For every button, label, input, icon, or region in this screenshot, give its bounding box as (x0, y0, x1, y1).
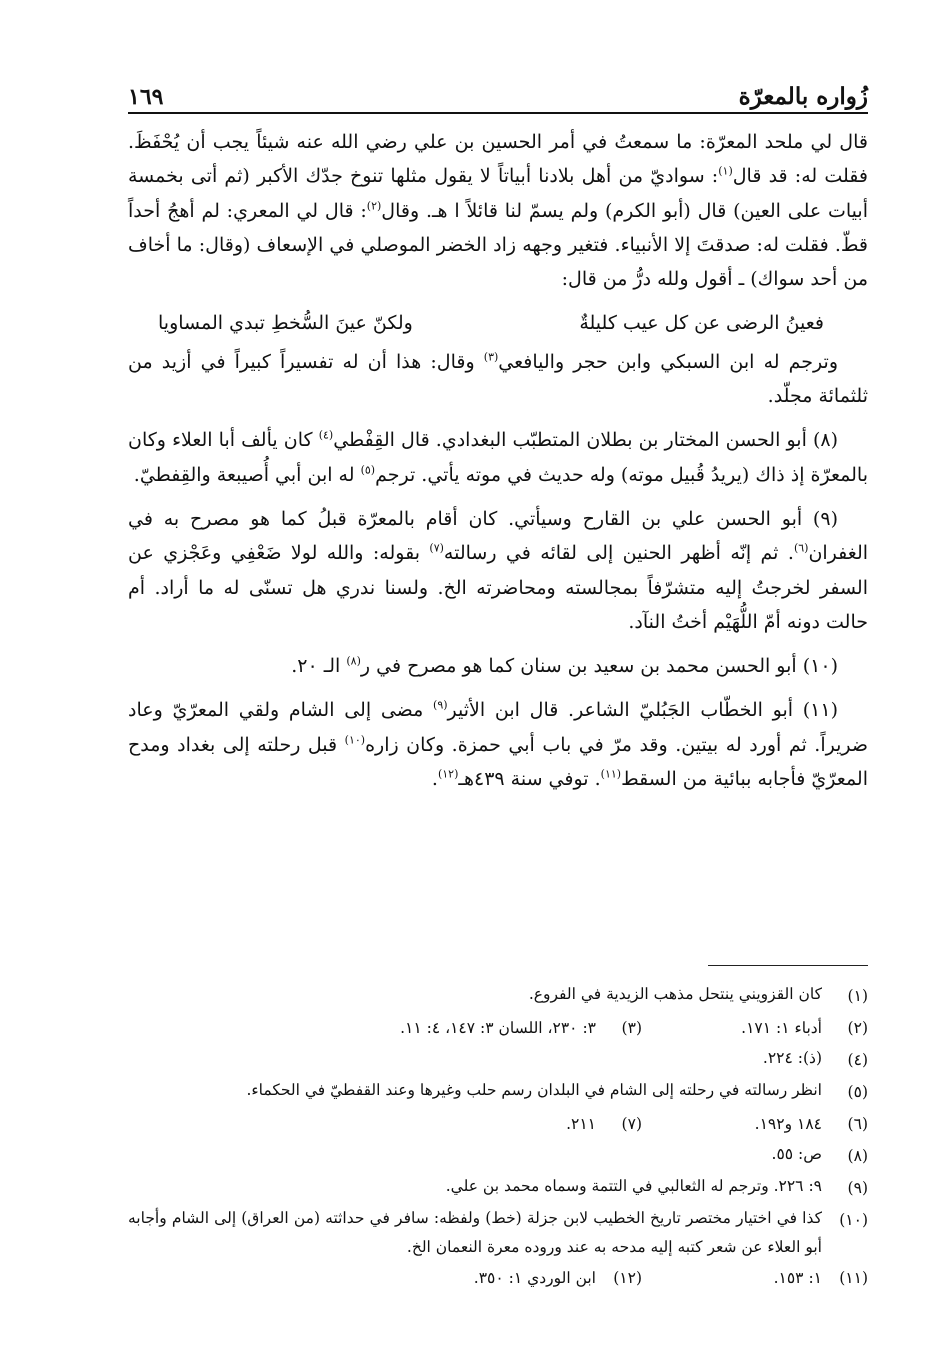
footnote-2: (٢) أدباء ١: ١٧١. (741, 1019, 868, 1037)
page-header (128, 76, 868, 110)
footnote-4: (٤) (ذ): ٢٢٤. (762, 1049, 868, 1069)
footnote-3: (٣) ٣: ٢٣٠، اللسان ٣: ١٤٧، ٤: ١١. (400, 1019, 642, 1037)
footnote-separator (708, 965, 868, 966)
header-rule (128, 112, 868, 114)
paragraph-2: وترجم له ابن السبكي وابن حجر واليافعي$^{(٣)}$ وقال: هذا أن له تفسيراً كبيراً في أزيد من ثلثمائة مجلّد. (128, 350, 868, 408)
running-title: زُواره بالمعرّة (738, 83, 868, 110)
footnote-11: (١١) ١: ١٥٣. (773, 1269, 868, 1287)
footnotes (128, 980, 868, 1294)
paragraph-1: قال لي ملحد المعرّة: ما سمعتُ في أمر الحسين بن علي رضي الله عنه شيئاً يجب أن يُحْفَظَ. فقلت له: قد قال$^{(١)}$: سواديّ من أهل بلادنا أبياتاً لا يقول مثلها تنوخ جدّك الأكبر (ثم أتى بخمسة أبيات على العين) قال (أبو الكرم) ولم يسمّ لنا قائلاً ا هـ. وقال$^{(٢)}$: قال لي المعري: لم أهجُ أحداً قطّ. فقلت له: صدقتَ إلا الأنبياء. فتغير وجهه زاد الخضر الموصلي في الإسعاف (وقال: ما أخاف من أحد سواك) ـ أقول ولله درُّ من قال: (128, 131, 869, 291)
footnote-10: (١٠) كذا في اختيار مختصر تاريخ الخطيب لابن جزلة (خط) ولفظه: سافر في حداثته (من العراق) إلى الشام وأجابه أبو العلاء عن شعر كتبه إليه مدحه به عند وروده معرة النعمان الخ. (128, 1209, 868, 1256)
entry-10: (١٠) أبو الحسن محمد بن سعيد بن سنان كما هو مصرح في ر$^{(٨)}$ الـ ٢٠. (291, 654, 838, 678)
footnote-ref-3[interactable]: (٣) (483, 350, 499, 364)
entry-9: (٩) أبو الحسن علي بن القارح وسيأتي. كان أقام بالمعرّة قبلُ كما هو مصرح به في الغفران$^{(٦)}$. ثم إنّه أظهر الحنين إلى لقائه في رسالته$^{(٧)}$ بقوله: والله لولا ضَعْفِي وعَجْزي عن السفر لخرجتُ إليه متشرّفاً بمجالسته ومحاضرته الخ. ولسنا ندري هل تسنّى له ما أراد. أم حالت دونه أمّ اللُّهَيْم أختُ النآد. (128, 507, 869, 633)
footnote-1: (١) كان القزويني ينتحل مذهب الزيدية في الفروع. (528, 985, 868, 1005)
footnote-6-7 (128, 1108, 868, 1140)
main-text (128, 125, 868, 796)
footnote-6: (٦) ١٨٤ و١٩٢. (754, 1115, 868, 1133)
footnote-11-12 (128, 1262, 868, 1294)
footnote-ref-2[interactable]: (٢) (366, 199, 382, 213)
footnote-8: (٨) ص: ٥٥. (771, 1145, 868, 1165)
poetry-verse (128, 306, 868, 340)
footnote-ref-8[interactable]: (٨) (346, 654, 361, 668)
footnote-7: (٧) ٢١١. (566, 1115, 642, 1133)
entry-8: (٨) أبو الحسن المختار بن بطلان المتطبّب البغدادي. قال القِفْطي$^{(٤)}$ كان يألف أبا العلاء وكان بالمعرّة إذ ذاك (يريدُ قُبيل موته) وله حديث في موته يأتي. ترجم$^{(٥)}$ له ابن أبي أُصيبعة والقِفطيّ. (128, 429, 868, 486)
footnote-ref-10[interactable]: (١٠) (344, 733, 366, 747)
footnote-5: (٥) انظر رسالته في رحلته إلى الشام في البلدان رسم حلب وغيرها وعند القفطيّ في الحكماء. (246, 1081, 868, 1101)
footnote-ref-4[interactable]: (٤) (318, 429, 334, 443)
verse-second-hemistich: ولكنّ عينَ السُّخطِ تبدي المساويا (158, 312, 413, 335)
footnote-ref-1[interactable]: (١) (718, 164, 733, 178)
footnote-ref-7[interactable]: (٧) (429, 541, 444, 555)
footnote-ref-5[interactable]: (٥) (360, 463, 376, 477)
footnote-ref-9[interactable]: (٩) (433, 699, 448, 713)
footnote-ref-12[interactable]: (١٢) (437, 767, 459, 781)
page-number: ١٦٩ (128, 84, 164, 110)
footnote-ref-6[interactable]: (٦) (793, 541, 809, 555)
footnote-9: (٩) ٩: ٢٢٦. وترجم له الثعالبي في التتمة وسماه محمد بن علي. (445, 1177, 868, 1197)
verse-first-hemistich: فعينُ الرضى عن كل عيب كليلةٌ (579, 312, 824, 335)
footnote-ref-11[interactable]: (١١) (600, 767, 622, 781)
entry-11: (١١) أبو الخطّاب الجَبُليّ الشاعر. قال ابن الأثير$^{(٩)}$ مضى إلى الشام ولقي المعرّيّ وعاد ضريراً. ثم أورد له بيتين. وقد مرّ في باب أبي حمزة. وكان زاره$^{(١٠)}$ قبل رحلته إلى بغداد ومدح المعرّيّ فأجابه ببائية من السقط$^{(١١)}$. توفي سنة ٤٣٩هـ$^{(١٢)}$. (128, 699, 868, 791)
footnote-12: (١٢) ابن الوردي ١: ٣٥٠. (473, 1269, 642, 1287)
footnote-2-3 (128, 1012, 868, 1044)
